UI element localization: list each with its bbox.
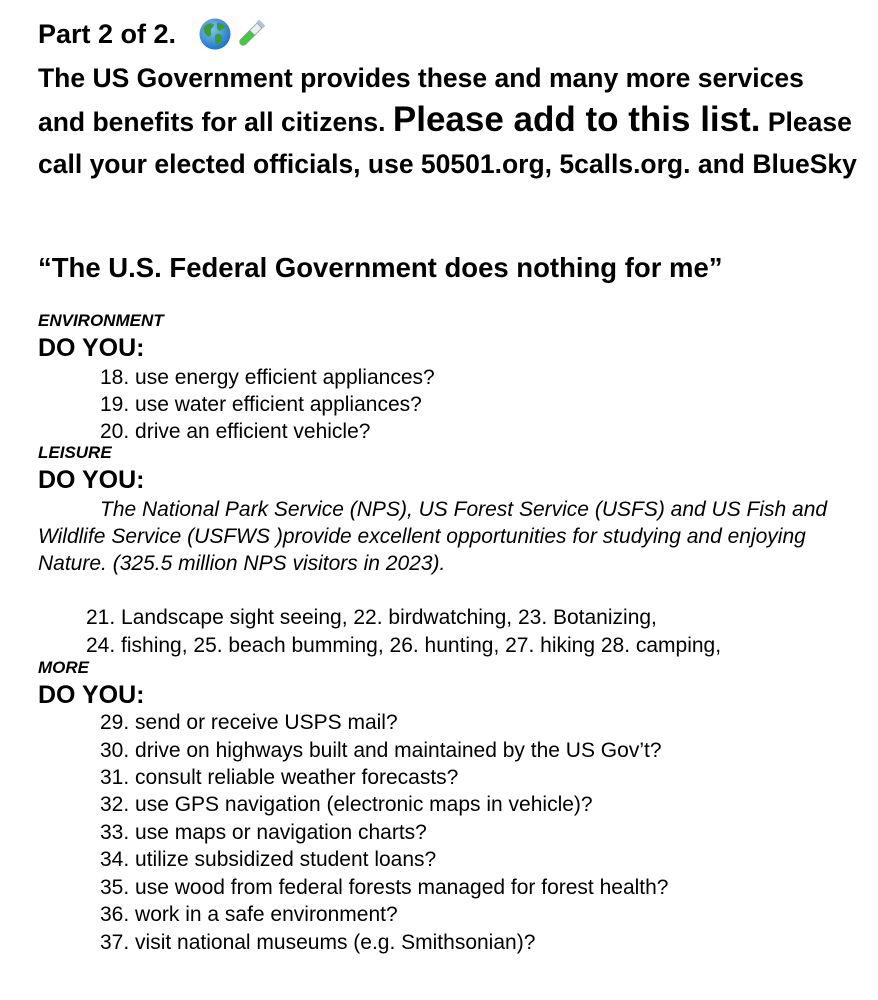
activities-line: 21. Landscape sight seeing, 22. birdwatching, 23. Botanizing, bbox=[86, 606, 657, 629]
do-you-heading: DO YOU: bbox=[38, 681, 145, 709]
list-item: 30. drive on highways built and maintained by the US Gov’t? bbox=[100, 739, 662, 762]
do-you-heading: DO YOU: bbox=[38, 334, 145, 362]
section-label-leisure: LEISURE bbox=[38, 443, 112, 462]
emoji-group bbox=[198, 17, 268, 51]
intro-text bbox=[38, 57, 858, 185]
list-item: 32. use GPS navigation (electronic maps in vehicle)? bbox=[100, 793, 593, 816]
list-item: 34. utilize subsidized student loans? bbox=[100, 848, 437, 871]
list-item: 33. use maps or navigation charts? bbox=[100, 821, 427, 844]
add-to-list-callout: Please add to this list. bbox=[392, 100, 761, 139]
list-item: 19. use water efficient appliances? bbox=[100, 393, 422, 416]
test-tube-icon bbox=[234, 17, 268, 51]
section-label-more: MORE bbox=[38, 658, 89, 677]
list-item: 18. use energy efficient appliances? bbox=[100, 366, 435, 389]
do-you-heading: DO YOU: bbox=[38, 466, 145, 494]
intro-line-1: The US Government provides these and many more services and benefits for all citizens. bbox=[38, 63, 804, 137]
parks-paragraph: The National Park Service (NPS), US Forest Service (USFS) and US Fish and Wildlife Service (USFWS )provide excellent opportunities for studying and enjoying Nature. (325.5 million NPS visitors in 2023). bbox=[38, 498, 828, 575]
section-label-environment: ENVIRONMENT bbox=[38, 311, 164, 330]
list-item: 31. consult reliable weather forecasts? bbox=[100, 766, 459, 789]
list-item: 36. work in a safe environment? bbox=[100, 903, 398, 926]
list-item: 20. drive an efficient vehicle? bbox=[100, 420, 371, 443]
intro-line-2: Please call your elected officials, use 50501.org, 5calls.org. and BlueSky bbox=[38, 107, 857, 179]
quote-heading: “The U.S. Federal Government does nothing for me” bbox=[38, 252, 723, 283]
list-item: 37. visit national museums (e.g. Smithsonian)? bbox=[100, 931, 536, 954]
part-label: Part 2 of 2. bbox=[38, 18, 177, 49]
globe-icon bbox=[198, 17, 232, 51]
list-item: 29. send or receive USPS mail? bbox=[100, 711, 398, 734]
list-item: 35. use wood from federal forests managed for forest health? bbox=[100, 876, 669, 899]
title-line bbox=[38, 14, 268, 54]
activities-line: 24. fishing, 25. beach bumming, 26. hunting, 27. hiking 28. camping, bbox=[86, 634, 722, 657]
